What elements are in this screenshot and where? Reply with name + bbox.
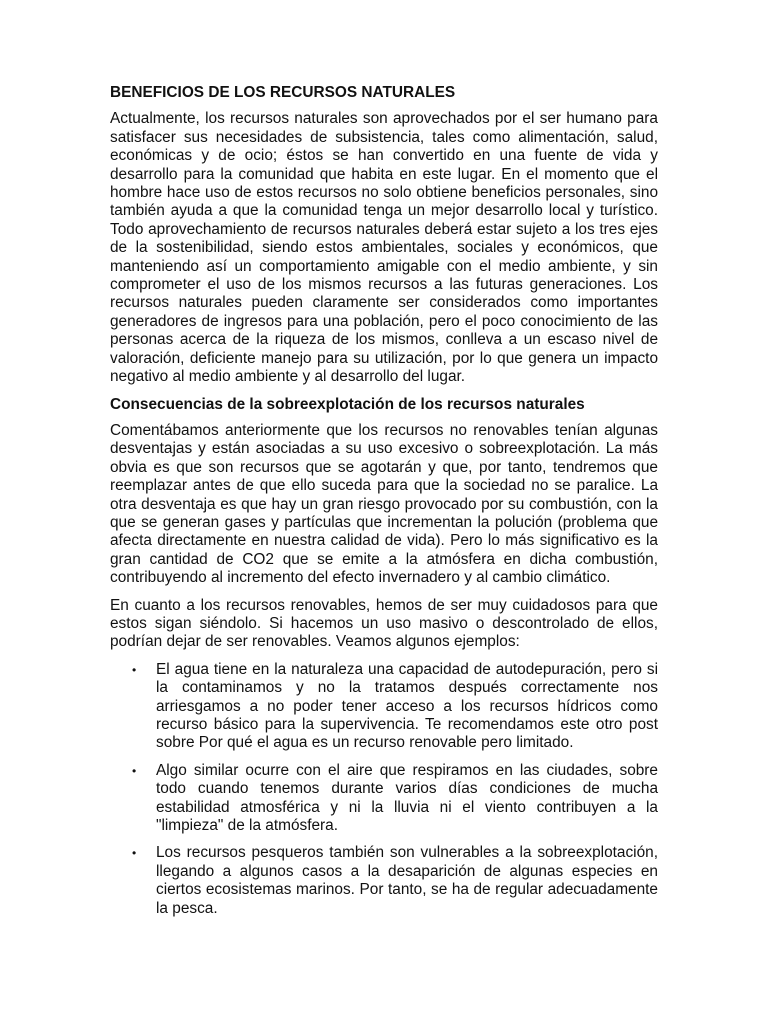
examples-list <box>110 661 658 918</box>
list-item <box>110 844 658 918</box>
list-item <box>110 661 658 753</box>
section-heading: Consecuencias de la sobreexplotación de los recursos naturales <box>110 395 585 413</box>
bullet-icon: • <box>132 763 137 778</box>
list-item <box>110 762 658 836</box>
paragraph-renewable: En cuanto a los recursos renovables, hemos de ser muy cuidadosos para que estos sigan siéndolo. Si hacemos un uso masivo o descontrolado de ellos, podrían dejar de ser renovables. Veamos algunos ejemplos: <box>110 596 658 651</box>
list-item-text: Algo similar ocurre con el aire que respiramos en las ciudades, sobre todo cuando tenemos durante varios días condiciones de mucha estabilidad atmosférica y ni la lluvia ni el viento contribuyen a la "limpieza" de la atmósfera. <box>156 761 658 835</box>
paragraph-nonrenewable: Comentábamos anteriormente que los recursos no renovables tenían algunas desventajas y están asociadas a su uso excesivo o sobreexplotación. La más obvia es que son recursos que se agotarán y que, por tanto, tendremos que reemplazar antes de que ello suceda para que la sociedad no se paralice. La otra desventaja es que hay un gran riesgo provocado por su combustión, con la que se generan gases y partículas que incrementan la polución (problema que afecta directamente en nuestra calidad de vida). Pero lo más significativo es la gran cantidad de CO2 que se emite a la atmósfera en dicha combustión, contribuyendo al incremento del efecto invernadero y al cambio climático. <box>110 421 658 587</box>
intro-paragraph: Actualmente, los recursos naturales son aprovechados por el ser humano para satisfacer sus necesidades de subsistencia, tales como alimentación, salud, económicas y de ocio; éstos se han convertido en una fuente de vida y desarrollo para la comunidad que habita en este lugar. En el momento que el hombre hace uso de estos recursos no solo obtiene beneficios personales, sino también ayuda a que la comunidad tenga un mejor desarrollo local y turístico. Todo aprovechamiento de recursos naturales deberá estar sujeto a los tres ejes de la sostenibilidad, siendo estos ambientales, sociales y económicos, que manteniendo así un comportamiento amigable con el medio ambiente, y sin comprometer el uso de los mismos recursos a las futuras generaciones. Los recursos naturales pueden claramente ser considerados como importantes generadores de ingresos para una población, pero el poco conocimiento de las personas acerca de la riqueza de los mismos, conlleva a un escaso nivel de valoración, deficiente manejo para su utilización, por lo que genera un impacto negativo al medio ambiente y al desarrollo del lugar. <box>110 110 658 386</box>
list-item-text: Los recursos pesqueros también son vulnerables a la sobreexplotación, llegando a algunos casos a la desaparición de algunas especies en ciertos ecosistemas marinos. Por tanto, se ha de regular adecuadamente la pesca. <box>156 844 658 917</box>
document-page <box>110 84 658 927</box>
bullet-icon: • <box>132 662 137 677</box>
bullet-icon: • <box>132 846 137 861</box>
list-item-text: El agua tiene en la naturaleza una capacidad de autodepuración, pero si la contaminamos y no la tratamos después correctamente nos arriesgamos a no poder tener acceso a los recursos hídricos como recurso básico para la supervivencia. Te recomendamos este otro post sobre Por qué el agua es un recurso renovable pero limitado. <box>156 660 658 752</box>
document-title: BENEFICIOS DE LOS RECURSOS NATURALES <box>110 84 456 101</box>
